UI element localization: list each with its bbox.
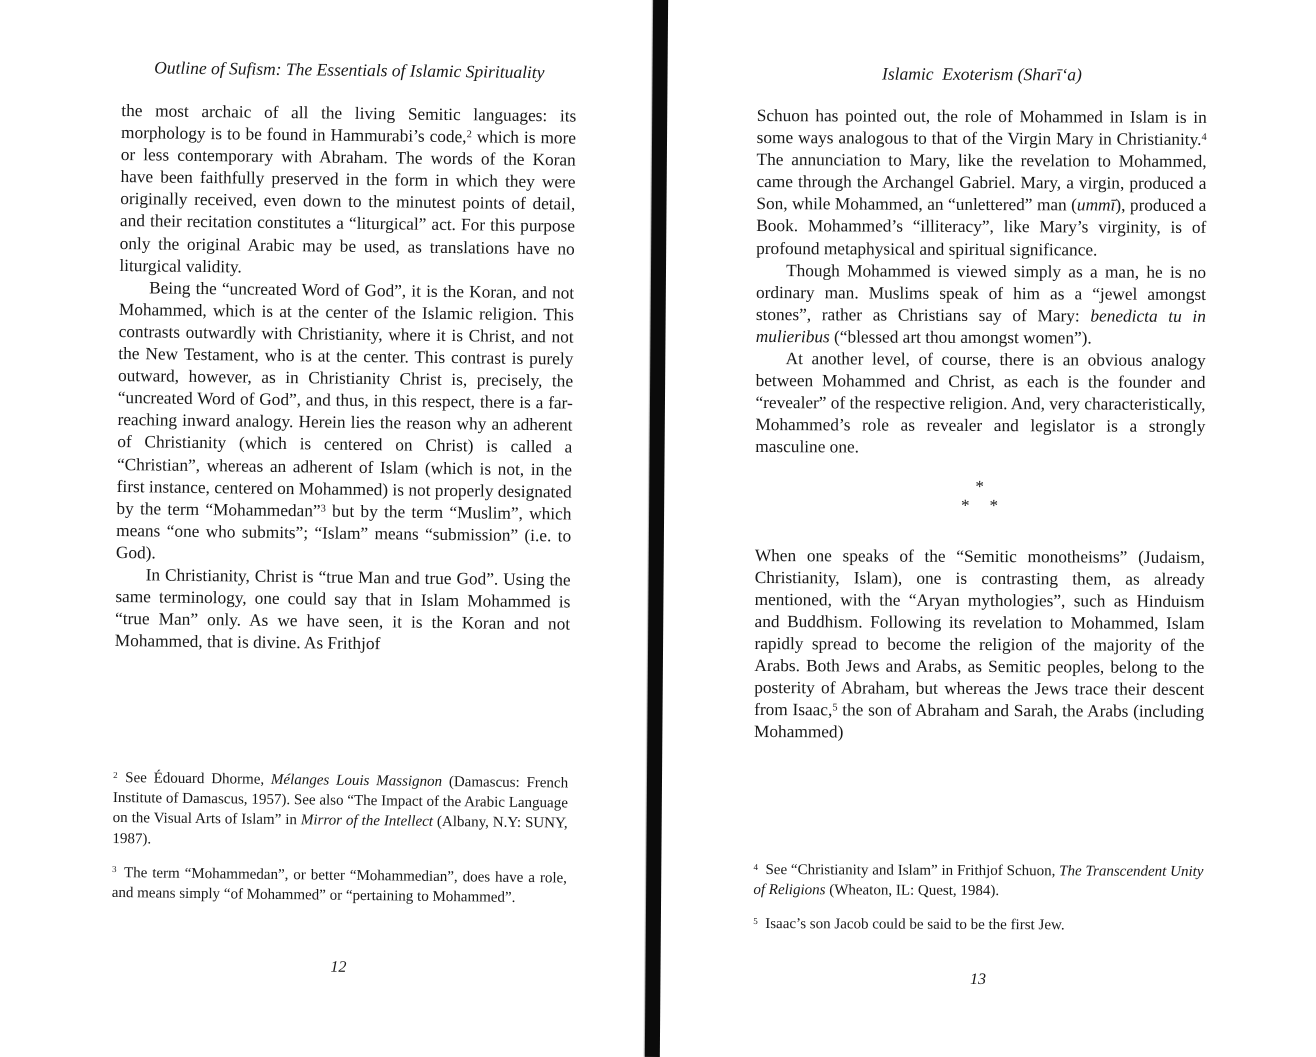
right-running-header: Islamic Exoterism (Sharī‘a) [882, 63, 1082, 85]
book-spine-gutter [645, 0, 668, 1057]
left-running-header: Outline of Sufism: The Essentials of Islamic Spirituality [154, 57, 545, 83]
footnote-4: $^4$ See “Christianity and Islam” in Frithjof Schuon, The Transcendent Unity of Religions (Wheaton, IL: Quest, 1984). [753, 861, 1204, 900]
left-page-number: 12 [330, 958, 347, 976]
footnote-2: $^2$ See Édouard Dhorme, Mélanges Louis Massignon (Damascus: French Institute of Damascus, 1957). See also “The Impact of the Arabic Language on the Visual Arts of Islam” in Mirror of the Intellect (Albany, N.Y: SUNY, 1987). [112, 769, 569, 848]
paragraph: Though Mohammed is viewed simply as a man, he is no ordinary man. Muslims speak of him as a “jewel amongst stones”, rather as Christians say of Mary: benedicta tu in mulieribus (“blessed art thou amongst women”). [755, 260, 1207, 348]
right-page-number: 13 [969, 970, 987, 989]
paragraph-continuation: the most archaic of all the living Semitic languages: its morphology is to be found in Hammurabi’s code,$^2$ which is more or less contemporary with Abraham. The words of the Koran have been faithfully preserved in the form in which they were originally received, even down to the minutest points of detail, and their recitation constitutes a “liturgical” act. For this purpose only the original Arabic may be used, as translations have no liturgical validity. [119, 100, 577, 277]
footnote-5: $^5$ Isaac’s son Jacob could be said to be the first Jew. [753, 915, 1065, 934]
footnote-3: $^3$ The term “Mohammedan”, or better “Mohammedian”, does have a role, and means simply “of Mohammed” or “pertaining to Mohammed”. [111, 864, 568, 906]
left-page-body [115, 100, 577, 658]
right-page-body [754, 105, 1207, 745]
asterisk-section-break [755, 475, 1205, 515]
paragraph: Being the “uncreated Word of God”, it is the Koran, and not Mohammed, which is at the center of the Islamic religion. This contrasts outwardly with Christianity, where it is Christ, and not the New Testament, who is at the center. This contrast is purely outward, however, as in Christianity Christ is, precisely, the “uncreated Word of God”, and thus, in this respect, there is a far-reaching inward analogy. Herein lies the reason why an adherent of Christianity (which is centered on Christ) is called a “Christian”, whereas an adherent of Islam (which is not, in the first instance, centered on Mohammed) is not properly designated by the term “Mohammedan”$^3$ but by the term “Muslim”, which means “one who submits”; “Islam” means “submission” (i.e. to God). [115, 278, 575, 563]
paragraph: In Christianity, Christ is “true Man and true God”. Using the same terminology, one could say that in Islam Mohammed is “true Man” only. As we have seen, it is the Koran and not Mohammed, that is divine. As Frithjof [114, 565, 571, 654]
asterisk-top: * [975, 476, 985, 496]
paragraph: At another level, of course, there is an obvious analogy between Mohammed and Christ, as each is the founder and “revealer” of the respective religion. And, very characteristically, Mohammed’s role as revealer and legislator is a strongly masculine one. [755, 349, 1206, 457]
left-footnotes [111, 768, 568, 923]
paragraph-new-section: When one speaks of the “Semitic monotheisms” (Judaism, Christianity, Islam), one is contrasting them, as already mentioned, with the “Aryan mythologies”, such as Hinduism and Buddhism. Following its revelation to Mohammed, Islam rapidly spread to become the religion of the majority of the Arabs. Both Jews and Arabs, as Semitic peoples, belong to the posterity of Abraham, but whereas the Jews trace their descent from Isaac,$^5$ the son of Abraham and Sarah, the Arabs (including Mohammed) [754, 545, 1205, 742]
left-page [110, 56, 577, 1041]
right-footnotes [753, 860, 1203, 951]
paragraph-continuation: Schuon has pointed out, the role of Mohammed in Islam is in some ways analogous to that of the Virgin Mary in Christianity.$^4$ The annunciation to Mary, like the revelation to Mohammed, came through the Archangel Gabriel. Mary, a virgin, produced a Son, while Mohammed, an “unlettered” man (ummī), produced a Book. Mohammed’s “illiteracy”, like Mary’s virginity, is of profound metaphysical and spiritual significance. [756, 105, 1207, 260]
asterisk-bottom: * * [961, 495, 1000, 515]
right-page [753, 62, 1207, 1039]
